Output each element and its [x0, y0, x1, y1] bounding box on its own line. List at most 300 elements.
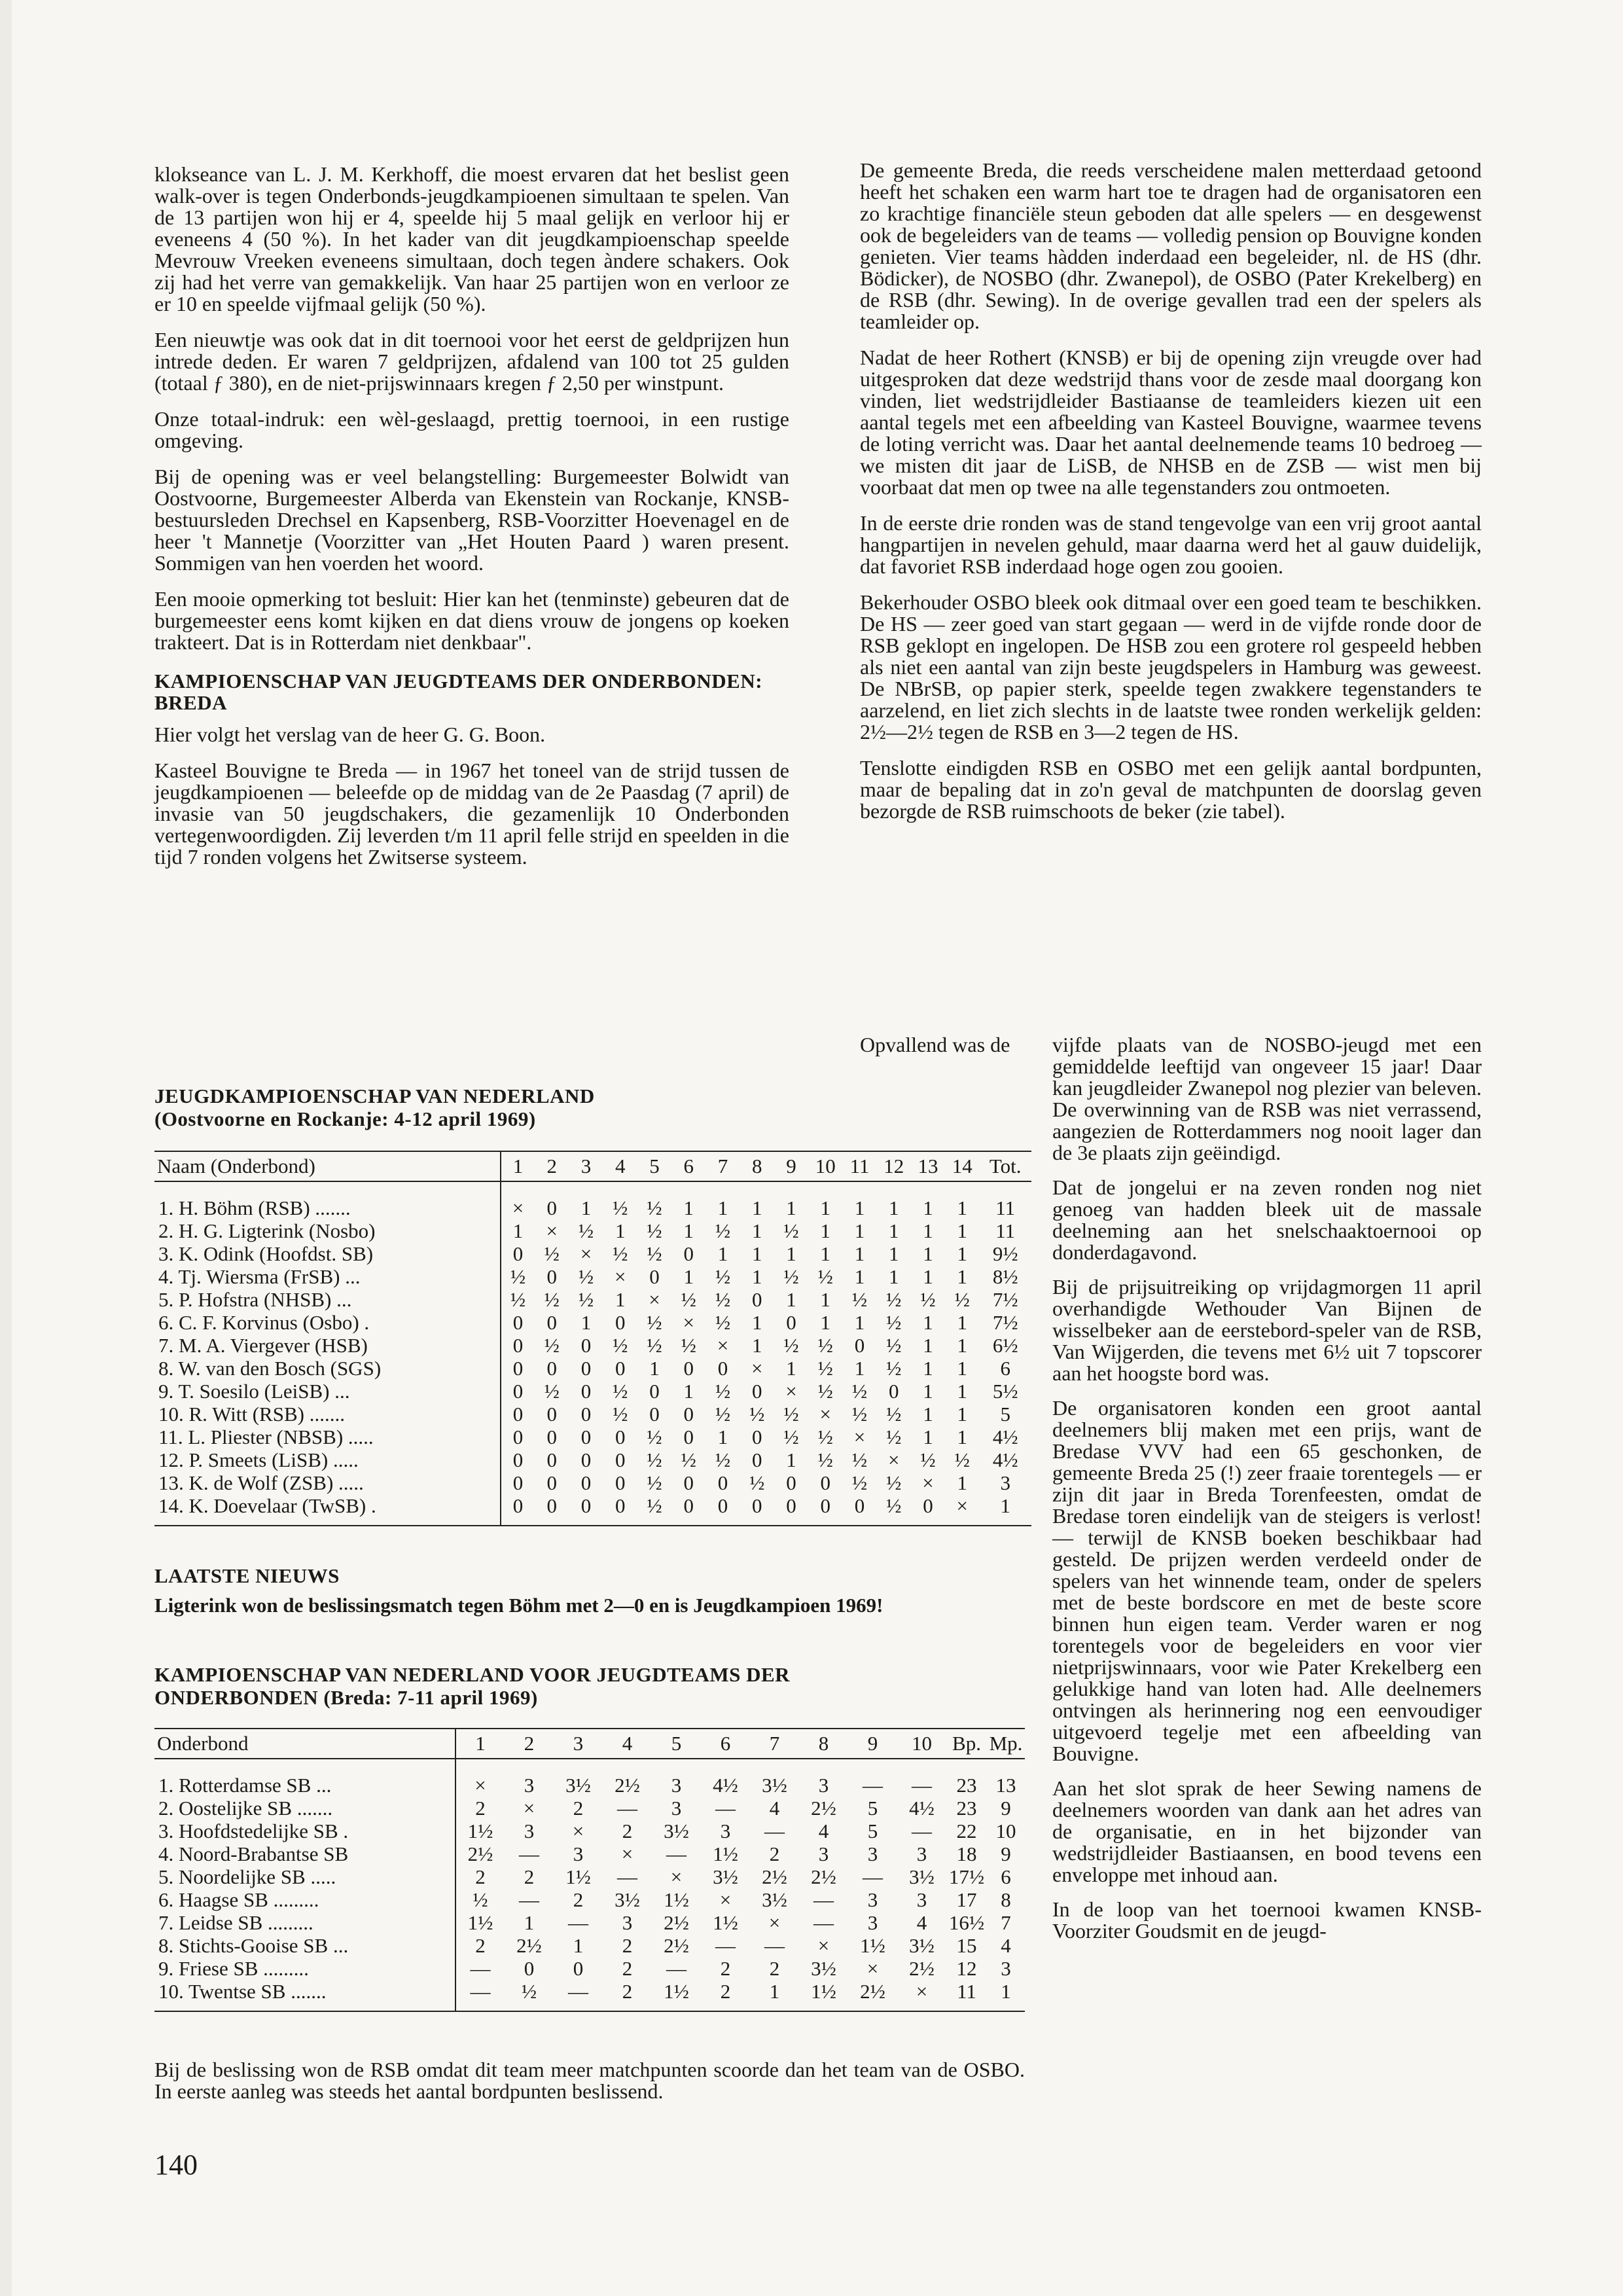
row-label: 8. Stichts-Gooise SB ... — [154, 1934, 455, 1957]
score-cell: 1 — [889, 1242, 899, 1265]
score-cell: 17½ — [948, 1865, 985, 1888]
score-cell: 3 — [573, 1842, 584, 1865]
score-cell: 0 — [546, 1448, 558, 1471]
right-paragraph: Bekerhouder OSBO bleek ook ditmaal over een goed team te beschikken. De HS — zeer goed van start gegaan — werd in de vijfde ronde door de RSB geklopt en ingelopen. De HSB zou een grotere rol gespeeld hebben als niet een aantal van zijn beste jeugdspelers in Hamburg was geweest. De NBrSB, op papier sterk, speelde tegen zwakkere tegenstanders te aarzelend, en liet zich slechts in de laatste twee ronden werkelijk gelden: 2½—2½ tegen de RSB en 3—2 tegen de HS. — [860, 590, 1482, 744]
score-cell: × — [819, 1403, 831, 1426]
lead-in — [860, 1034, 1050, 1070]
score-cell: ½ — [613, 1380, 628, 1403]
column-header: 4 — [603, 1729, 652, 1759]
score-cell: × — [922, 1471, 934, 1494]
score-cell: 3 — [720, 1820, 731, 1842]
score-cell: 1 — [889, 1265, 899, 1288]
score-cell: ½ — [886, 1357, 902, 1380]
score-cell: 2½ — [811, 1797, 836, 1820]
left-column — [154, 164, 789, 882]
score-cell: ½ — [637, 1494, 671, 1526]
row-label: 5. P. Hofstra (NHSB) ... — [154, 1288, 501, 1311]
news-text: Ligterink won de beslissingsmatch tegen Böhm met 2—0 en is Jeugdkampioen 1969! — [154, 1594, 883, 1617]
score-cell: 3 — [916, 1842, 927, 1865]
score-cell: × — [621, 1842, 633, 1865]
score-cell: 0 — [615, 1311, 626, 1334]
score-cell: 1 — [957, 1311, 968, 1334]
score-cell: 0 — [512, 1448, 524, 1471]
row-label: 6. C. F. Korvinus (Osbo) . — [154, 1311, 501, 1334]
score-cell: ½ — [886, 1403, 902, 1426]
row-label: 6. Haagse SB ......... — [154, 1888, 455, 1911]
score-cell: 2 — [475, 1797, 486, 1820]
score-cell: ½ — [715, 1219, 731, 1242]
score-cell: 11 — [995, 1219, 1016, 1242]
score-cell: 5½ — [992, 1380, 1018, 1403]
score-cell: 0 — [512, 1311, 524, 1334]
score-cell: 0 — [717, 1357, 728, 1380]
score-cell: 6 — [1000, 1357, 1010, 1380]
score-cell: 1 — [957, 1242, 968, 1265]
score-cell: ½ — [544, 1380, 560, 1403]
score-cell: 1 — [752, 1334, 762, 1357]
row-label: 11. L. Pliester (NBSB) ..... — [154, 1426, 501, 1448]
score-cell: ½ — [851, 1448, 868, 1471]
score-cell: ½ — [505, 1980, 554, 2011]
score-cell: 1 — [786, 1448, 796, 1471]
narrow-paragraph: Aan het slot sprak de heer Sewing namens de deelnemers woorden van dank aan het adres van de organisatie, en in het bijzonder van wedstrijdleider Bastiaansen, en bood tevens een enveloppe met inhoud aan. — [1052, 1776, 1482, 1886]
score-cell: 0 — [786, 1471, 796, 1494]
score-cell: ½ — [647, 1471, 662, 1494]
score-cell: 3 — [622, 1911, 633, 1934]
score-cell: 0 — [842, 1494, 876, 1526]
score-cell: 10 — [995, 1820, 1016, 1842]
column-header: 10 — [897, 1729, 946, 1759]
score-cell: — — [912, 1774, 932, 1797]
score-cell: 1 — [889, 1219, 899, 1242]
score-cell: ½ — [715, 1448, 731, 1471]
score-cell: ½ — [954, 1448, 970, 1471]
score-cell: 1 — [923, 1426, 933, 1448]
score-cell: 4½ — [992, 1448, 1018, 1471]
right-column — [860, 160, 1482, 836]
score-cell: × — [888, 1448, 900, 1471]
score-cell: ½ — [851, 1471, 868, 1494]
row-label: 2. Oostelijke SB ....... — [154, 1797, 455, 1820]
score-cell: ½ — [578, 1288, 594, 1311]
row-label: 14. K. Doevelaar (TwSB) . — [154, 1494, 501, 1526]
score-cell: × — [683, 1311, 694, 1334]
score-cell: ½ — [647, 1219, 662, 1242]
score-cell: ½ — [578, 1219, 594, 1242]
score-cell: 0 — [546, 1311, 558, 1334]
score-cell: ½ — [647, 1196, 662, 1219]
score-cell: 0 — [889, 1380, 899, 1403]
score-cell: 2 — [603, 1980, 652, 2011]
score-cell: — — [470, 1957, 491, 1980]
score-cell: ½ — [647, 1448, 662, 1471]
score-cell: 1 — [649, 1357, 660, 1380]
score-cell: ½ — [715, 1380, 731, 1403]
column-header: 9 — [774, 1151, 808, 1181]
score-cell: × — [572, 1820, 584, 1842]
column-header: 3 — [554, 1729, 603, 1759]
score-cell: 1 — [786, 1288, 796, 1311]
score-cell: 5 — [1000, 1403, 1010, 1426]
score-cell: 1 — [957, 1196, 968, 1219]
score-cell: 1 — [854, 1311, 865, 1334]
score-cell: ½ — [749, 1403, 765, 1426]
score-cell: 4½ — [992, 1426, 1018, 1448]
score-cell: 8½ — [992, 1265, 1018, 1288]
score-cell: 1 — [615, 1288, 626, 1311]
score-cell: 2 — [475, 1865, 486, 1888]
score-cell: 1 — [854, 1357, 865, 1380]
score-cell: 3 — [867, 1888, 878, 1911]
score-cell: 0 — [546, 1403, 558, 1426]
score-cell: 0 — [752, 1288, 762, 1311]
score-cell: ½ — [613, 1334, 628, 1357]
score-cell: 3½ — [713, 1865, 738, 1888]
score-cell: 12 — [956, 1957, 977, 1980]
column-header: 10 — [808, 1151, 842, 1181]
table-row — [154, 1934, 1025, 1957]
score-cell: 1 — [854, 1196, 865, 1219]
score-cell: ½ — [817, 1265, 833, 1288]
score-cell: 0 — [512, 1357, 524, 1380]
score-cell: 3½ — [762, 1774, 787, 1797]
score-cell: 1 — [820, 1311, 831, 1334]
score-cell: 0 — [512, 1334, 524, 1357]
score-cell: 1 — [923, 1311, 933, 1334]
score-cell: ½ — [715, 1288, 731, 1311]
score-cell: ½ — [817, 1357, 833, 1380]
score-cell: 23 — [956, 1797, 977, 1820]
score-cell: 1 — [615, 1219, 626, 1242]
score-cell: 1 — [580, 1311, 592, 1334]
score-cell: × — [670, 1865, 683, 1888]
score-cell: 0 — [580, 1448, 592, 1471]
score-cell: 0 — [649, 1265, 660, 1288]
score-cell: 1 — [580, 1196, 592, 1219]
table-row — [154, 1357, 1031, 1380]
left-paragraph: Een mooie opmerking tot besluit: Hier kan het (tenminste) gebeuren dat de burgemeester eens komt kijken en dat diens vrouw de jongens op koeken trakteert. Dat is in Rotterdam niet denkbaar". — [154, 587, 789, 654]
score-cell: 0 — [774, 1494, 808, 1526]
score-cell: 0 — [649, 1380, 660, 1403]
score-cell: 0 — [501, 1494, 535, 1526]
score-cell: ½ — [877, 1494, 911, 1526]
row-label: 5. Noordelijke SB ..... — [154, 1865, 455, 1888]
score-cell: 0 — [512, 1403, 524, 1426]
page-edge — [0, 0, 12, 2296]
score-cell: 1 — [683, 1380, 694, 1403]
score-cell: 1 — [573, 1934, 584, 1957]
score-cell: — — [715, 1934, 736, 1957]
column-header: 6 — [671, 1151, 705, 1181]
narrow-paragraph: vijfde plaats van de NOSBO-jeugd met een gemiddelde leeftijd van ongeveer 15 jaar! Daar kan jeugdleider Zwanepol nog plezier van beleven. De overwinning van de RSB was niet verrassend, aangezien de Rotterdammers nog nooit lager dan de 3e plaats zijn geëindigd. — [1052, 1033, 1482, 1164]
score-cell: 0 — [740, 1494, 774, 1526]
score-cell: 0 — [854, 1334, 865, 1357]
score-cell: 1 — [786, 1242, 796, 1265]
score-cell: 1 — [820, 1242, 831, 1265]
score-cell: 4 — [769, 1797, 780, 1820]
row-label: 2. H. G. Ligterink (Nosbo) — [154, 1219, 501, 1242]
score-cell: 1 — [957, 1380, 968, 1403]
narrow-paragraph: In de loop van het toernooi kwamen KNSB-Voorziter Goudsmit en de jeugd- — [1052, 1897, 1482, 1943]
score-cell: 1 — [957, 1426, 968, 1448]
score-cell: 3 — [818, 1774, 829, 1797]
score-cell: — — [813, 1888, 834, 1911]
score-cell: 2 — [622, 1820, 633, 1842]
score-cell: 0 — [683, 1242, 694, 1265]
score-cell: — — [813, 1911, 834, 1934]
score-cell: ½ — [613, 1403, 628, 1426]
score-cell: × — [523, 1797, 535, 1820]
score-cell: 0 — [580, 1357, 592, 1380]
score-cell: 1 — [683, 1265, 694, 1288]
score-cell: 23 — [956, 1774, 977, 1797]
score-cell: 1½ — [652, 1980, 701, 2011]
column-header: 2 — [535, 1151, 569, 1181]
score-cell: 2½ — [516, 1934, 542, 1957]
column-header: 1 — [455, 1729, 505, 1759]
score-cell: 1½ — [565, 1865, 591, 1888]
score-cell: 3½ — [811, 1957, 836, 1980]
score-cell: 3½ — [762, 1888, 787, 1911]
row-label: 7. M. A. Viergever (HSB) — [154, 1334, 501, 1357]
score-cell: 0 — [683, 1403, 694, 1426]
narrow-paragraph: De organisatoren konden een groot aantal deelnemers blij maken met een prijs, want de Bredase VVV had een 65 geschonken, de gemeente Breda 25 (!) zeer fraaie torentegels — er zijn dit jaar in Breda Torenfeesten, omdat de Bredase toren eindelijk van de steigers is verlost! — terwijl de KNSB boeken beschikbaar had gesteld. De prijzen werden verdeeld onder de spelers van het winnende team, onder de spelers met de beste bordscore en met de beste score binnen hun eigen team. Verder waren er nog torentegels voor de begeleiders en voor vier nietprijswinnaars, voor wie Pater Krekelberg een gelukkige hand van loten had. Alle deelnemers ontvingen als herinnering nog een eenvoudiger uitgevoerd tegelje met een afbeelding van Bouvigne. — [1052, 1396, 1482, 1765]
score-cell: 0 — [615, 1426, 626, 1448]
score-cell: ½ — [544, 1242, 560, 1265]
score-cell: 0 — [512, 1471, 524, 1494]
left-paragraph: Hier volgt het verslag van de heer G. G. Boon. — [154, 723, 546, 746]
score-cell: 1 — [752, 1265, 762, 1288]
news-heading: LAATSTE NIEUWS — [154, 1564, 340, 1587]
score-cell: 1½ — [664, 1888, 689, 1911]
score-cell: 22 — [956, 1820, 977, 1842]
score-cell: 1 — [923, 1357, 933, 1380]
left-paragraph: Kasteel Bouvigne te Breda — in 1967 het toneel van de strijd tussen de jeugdkampioenen — beleefde op de middag van de 2e Paasdag (7 april) de invasie van 50 jeugdschakers, die gezamenlijk 10 Onderbonden vertegenwoordigden. Zij leverden t/m 11 april felle strijd en speelden in die tijd 7 ronden volgens het Zwitserse systeem. — [154, 759, 789, 869]
table-row — [154, 1288, 1031, 1311]
score-cell: 2½ — [811, 1865, 836, 1888]
table1-subtitle: (Oostvoorne en Rockanje: 4-12 april 1969) — [154, 1107, 536, 1130]
score-cell: ½ — [783, 1265, 799, 1288]
score-cell: 9½ — [992, 1242, 1018, 1265]
score-cell: 1 — [923, 1219, 933, 1242]
score-cell: 1½ — [467, 1911, 493, 1934]
score-cell: 9 — [1001, 1797, 1011, 1820]
score-cell: 3½ — [909, 1934, 935, 1957]
column-header: 7 — [750, 1729, 799, 1759]
score-cell: × — [719, 1888, 732, 1911]
score-cell: 0 — [705, 1494, 740, 1526]
score-cell: ½ — [681, 1288, 696, 1311]
table-row — [154, 1957, 1025, 1980]
score-cell: 1 — [717, 1196, 728, 1219]
left-paragraph: Een nieuwtje was ook dat in dit toernooi voor het eerst de geldprijzen hun intrede deden. Er waren 7 geldprijzen, afdalend van 100 tot 25 gulden (totaal ƒ 380), en de niet-prijswinnaars kregen ƒ 2,50 per winstpunt. — [154, 328, 789, 395]
footnote: Bij de beslissing won de RSB omdat dit team meer matchpunten scoorde dan het team van de OSBO. In eerste aanleg was steeds het aantal bordpunten beslissend. — [154, 2058, 1025, 2103]
score-cell: 3 — [524, 1774, 535, 1797]
table-row — [154, 1311, 1031, 1334]
score-cell: 1 — [512, 1219, 524, 1242]
score-cell: 1 — [889, 1196, 899, 1219]
score-cell: 2½ — [762, 1865, 787, 1888]
score-cell: 5 — [867, 1820, 878, 1842]
column-header: 12 — [877, 1151, 911, 1181]
score-cell: 0 — [683, 1426, 694, 1448]
score-cell: 1 — [820, 1288, 831, 1311]
score-cell: ½ — [544, 1288, 560, 1311]
right-narrow-column — [1052, 1034, 1482, 1955]
score-cell: 0 — [786, 1311, 796, 1334]
score-cell: × — [474, 1774, 486, 1797]
score-cell: — — [568, 1911, 588, 1934]
score-cell: 0 — [546, 1265, 558, 1288]
score-cell: 4 — [916, 1911, 927, 1934]
score-cell: ½ — [715, 1311, 731, 1334]
score-cell: × — [768, 1911, 781, 1934]
score-cell: 16½ — [948, 1911, 985, 1934]
score-cell: × — [866, 1957, 879, 1980]
score-cell: 0 — [603, 1494, 637, 1526]
score-cell: ½ — [544, 1334, 560, 1357]
score-cell: 1½ — [799, 1980, 848, 2011]
table-row — [154, 1426, 1031, 1448]
score-cell: 7 — [1001, 1911, 1011, 1934]
score-cell: 0 — [580, 1471, 592, 1494]
score-cell: × — [945, 1494, 979, 1526]
row-label: 7. Leidse SB ......... — [154, 1911, 455, 1934]
individual-standings-table — [154, 1151, 1031, 1526]
score-cell: 7½ — [992, 1288, 1018, 1311]
score-cell: 1½ — [860, 1934, 885, 1957]
row-label: 10. R. Witt (RSB) ....... — [154, 1403, 501, 1426]
score-cell: 1 — [979, 1494, 1031, 1526]
score-cell: 0 — [535, 1494, 569, 1526]
row-label: 13. K. de Wolf (ZSB) ..... — [154, 1471, 501, 1494]
table-row — [154, 1494, 1031, 1526]
score-cell: × — [717, 1334, 729, 1357]
score-cell: ½ — [613, 1196, 628, 1219]
score-cell: 1 — [524, 1911, 535, 1934]
score-cell: 9 — [1001, 1842, 1011, 1865]
score-cell: 18 — [956, 1842, 977, 1865]
column-header-name: Naam (Onderbond) — [154, 1151, 501, 1181]
score-cell: 3½ — [615, 1888, 640, 1911]
score-cell: ½ — [510, 1288, 526, 1311]
column-header: 6 — [701, 1729, 750, 1759]
column-header: 2 — [505, 1729, 554, 1759]
score-cell: 3½ — [909, 1865, 935, 1888]
score-cell: 2½ — [664, 1911, 689, 1934]
score-cell: ½ — [886, 1471, 902, 1494]
score-cell: 2½ — [909, 1957, 935, 1980]
score-cell: 2 — [475, 1934, 486, 1957]
score-cell: 0 — [752, 1448, 762, 1471]
score-cell: 3½ — [664, 1820, 689, 1842]
column-header: 13 — [911, 1151, 945, 1181]
score-cell: ½ — [647, 1311, 662, 1334]
score-cell: 0 — [580, 1403, 592, 1426]
table-row — [154, 1820, 1025, 1842]
table-row — [154, 1471, 1031, 1494]
table-row — [154, 1911, 1025, 1934]
column-header: 3 — [569, 1151, 603, 1181]
table1-title: JEUGDKAMPIOENSCHAP VAN NEDERLAND — [154, 1085, 595, 1107]
score-cell: 0 — [808, 1494, 842, 1526]
score-cell: ½ — [920, 1448, 936, 1471]
table-row — [154, 1888, 1025, 1911]
section-heading: KAMPIOENSCHAP VAN JEUGDTEAMS DER ONDERBONDEN: BREDA — [154, 670, 763, 714]
table-row — [154, 1219, 1031, 1242]
score-cell: ½ — [473, 1888, 488, 1911]
row-label: 4. Tj. Wiersma (FrSB) ... — [154, 1265, 501, 1288]
score-cell: × — [853, 1426, 866, 1448]
score-cell: 2 — [622, 1957, 633, 1980]
score-cell: 1 — [987, 1980, 1025, 2011]
column-header: 1 — [501, 1151, 535, 1181]
column-header: Mp. — [987, 1729, 1025, 1759]
score-cell: 3 — [671, 1797, 682, 1820]
score-cell: ½ — [886, 1334, 902, 1357]
score-cell: 4 — [818, 1820, 829, 1842]
score-cell: 1 — [957, 1403, 968, 1426]
score-cell: 1 — [820, 1219, 831, 1242]
score-cell: ½ — [715, 1403, 731, 1426]
score-cell: × — [546, 1219, 558, 1242]
score-cell: × — [580, 1242, 592, 1265]
score-cell: 0 — [683, 1357, 694, 1380]
score-cell: — — [617, 1797, 637, 1820]
score-cell: 0 — [671, 1494, 705, 1526]
score-cell: 1 — [923, 1380, 933, 1403]
score-cell: 11 — [995, 1196, 1016, 1219]
score-cell: ½ — [715, 1265, 731, 1288]
score-cell: 0 — [546, 1196, 558, 1219]
score-cell: — — [519, 1888, 539, 1911]
column-header: 7 — [705, 1151, 740, 1181]
score-cell: 1 — [957, 1219, 968, 1242]
score-cell: ½ — [749, 1471, 765, 1494]
score-cell: ½ — [954, 1288, 970, 1311]
score-cell: ½ — [783, 1403, 799, 1426]
table-row — [154, 1334, 1031, 1357]
score-cell: 1 — [752, 1219, 762, 1242]
score-cell: ½ — [681, 1448, 696, 1471]
row-label: 9. T. Soesilo (LeiSB) ... — [154, 1380, 501, 1403]
left-paragraph: Bij de opening was er veel belangstelling: Burgemeester Bolwidt van Oostvoorne, Burgemeester Alberda van Ekenstein van Rockanje, KNSB-bestuursleden Drechsel en Kapsenberg, RSB-Voorzitter Hoevenagel en de heer 't Mannetje (Voorzitter van „Het Houten Paard ) waren present. Sommigen van hen voerden het woord. — [154, 465, 789, 575]
narrow-paragraph: Dat de jongelui er na zeven ronden nog niet genoeg van hadden bleek uit de massale deelneming aan het snelschaaktoernooi op donderdagavond. — [1052, 1175, 1482, 1264]
score-cell: 0 — [580, 1380, 592, 1403]
page-number: 140 — [154, 2149, 198, 2181]
table-row — [154, 1842, 1025, 1865]
column-header: 8 — [799, 1729, 848, 1759]
score-cell: 0 — [615, 1357, 626, 1380]
score-cell: 2 — [524, 1865, 535, 1888]
score-cell: 1 — [683, 1219, 694, 1242]
score-cell: 0 — [820, 1471, 831, 1494]
table-row — [154, 1403, 1031, 1426]
score-cell: 3 — [916, 1888, 927, 1911]
score-cell: 2 — [769, 1842, 780, 1865]
score-cell: ½ — [886, 1311, 902, 1334]
score-cell: × — [649, 1288, 660, 1311]
column-header: Tot. — [979, 1151, 1031, 1181]
column-header: 11 — [842, 1151, 876, 1181]
score-cell: ½ — [886, 1288, 902, 1311]
score-cell: 13 — [995, 1774, 1016, 1797]
row-label: 12. P. Smeets (LiSB) ..... — [154, 1448, 501, 1471]
score-cell: × — [512, 1196, 524, 1219]
left-paragraph: klokseance van L. J. M. Kerkhoff, die moest ervaren dat het beslist geen walk-over is tegen Onderbonds-jeugdkampioenen simultaan te spelen. Van de 13 partijen won hij er 4, speelde hij 5 maal gelijk en verloor hij er eveneens 4 (50 %). In het kader van dit jeugdkampioenschap speelde Mevrouw Vreeken eveneens simultaan, doch tegen àndere schakers. Ook zij had het verre van gemakkelijk. Van haar 25 partijen won en verloor ze er 10 en speelde vijfmaal gelijk (50 %). — [154, 162, 789, 315]
score-cell: ½ — [886, 1426, 902, 1448]
score-cell: 0 — [569, 1494, 603, 1526]
